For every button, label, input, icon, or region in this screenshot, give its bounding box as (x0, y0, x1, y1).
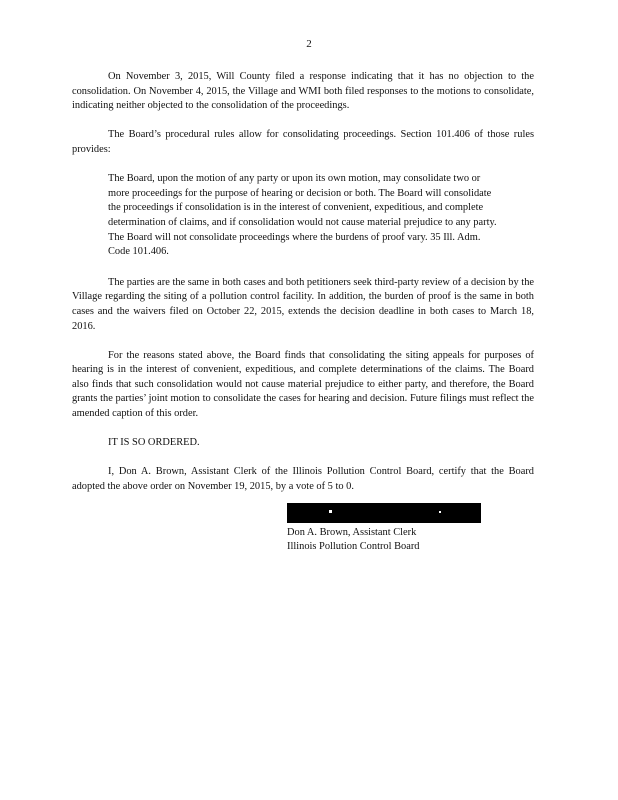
paragraph-parties: The parties are the same in both cases and both petitioners seek third-party review of a decision by the Village regarding the siting of a pollution control facility. In addition, the burden of proof is the same in both cases and the waivers filed on October 22, 2015, extends the decision deadline in both cases to March 18, 2016. (72, 276, 534, 332)
paragraph-rules: The Board’s procedural rules allow for consolidating proceedings. Section 101.406 of those rules provides: (72, 129, 534, 155)
page-number: 2 (306, 38, 312, 50)
block-quote-section-101-406: The Board, upon the motion of any party or upon its own motion, may consolidate two or more proceedings for the purpose of hearing or decision or both. The Board will consolidate the proceedings if consolidation is in the interest of convenient, expeditious, and complete determination of claims, and if consolidation would not cause material prejudice to any party. The Board will not consolidate proceedings where the burdens of proof vary. 35 Ill. Adm. Code 101.406. (108, 173, 497, 258)
paragraph-responses: On November 3, 2015, Will County filed a response indicating that it has no objection to the consolidation. On November 4, 2015, the Village and WMI both filed responses to the motions to consolidate, indicating neither objected to the consolidation of the proceedings. (72, 71, 534, 112)
signatory-organization: Illinois Pollution Control Board (287, 541, 420, 552)
signatory-name: Don A. Brown, Assistant Clerk (287, 527, 417, 538)
paragraph-certification: I, Don A. Brown, Assistant Clerk of the Illinois Pollution Control Board, certify that the Board adopted the above order on November 19, 2015, by a vote of 5 to 0. (72, 466, 534, 493)
redacted-signature (287, 503, 481, 523)
paragraph-findings: For the reasons stated above, the Board finds that consolidating the siting appeals for purposes of hearing is in the interest of convenient, expeditious, and complete determinations of the claims. The Board also finds that such consolidation would not cause material prejudice to either party, and therefore, the Board grants the parties’ joint motion to consolidate the cases for hearing and decision. Future filings must reflect the amended caption of this order. (72, 349, 534, 420)
paragraph-ordered: IT IS SO ORDERED. (108, 437, 200, 449)
signature-block (287, 503, 481, 554)
document-body (72, 70, 534, 509)
